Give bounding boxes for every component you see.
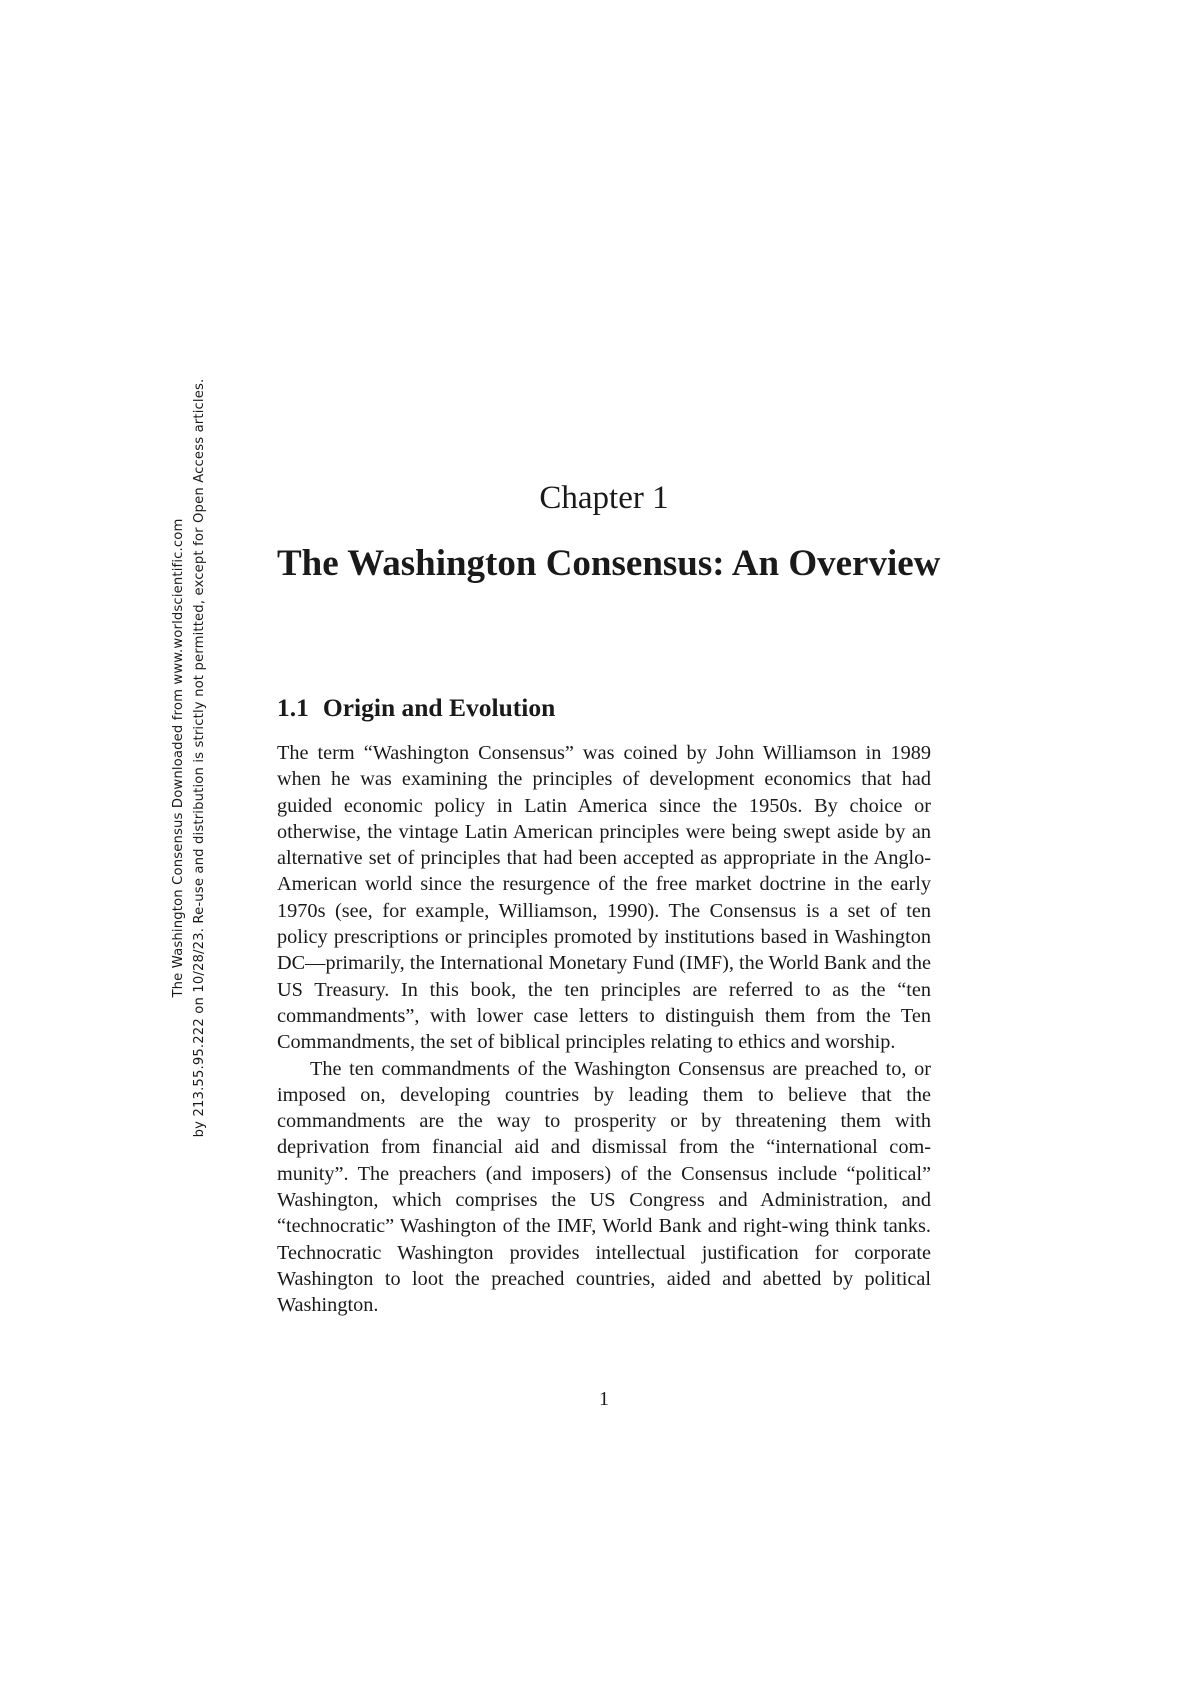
download-notice-line-2: by 213.55.95.222 on 10/28/23. Re-use and distribution is strictly not permitted, except for Open Access articles. — [192, 378, 207, 1138]
download-notice — [168, 283, 218, 1233]
page-number: 1 — [599, 1388, 609, 1410]
body-text — [277, 740, 931, 1319]
section-heading — [277, 692, 555, 724]
paragraph-2: The ten commandments of the Washington Consensus are preached to, or imposed on, developing countries by leading them to believe that the commandments are the way to prosperity or by threatening them with deprivation from financial aid and dismissal from the “international community”. The preachers (and imposers) of the Consensus include “political” Washington, which comprises the US Congress and Administration, and “technocratic” Washington of the IMF, World Bank and right-wing think tanks. Technocratic Washington provides intellectual justification for corporate Washington to loot the preached countries, aided and abetted by political Washington. — [277, 1057, 931, 1317]
section-title: Origin and Evolution — [322, 693, 556, 722]
download-notice-line-1: The Washington Consensus Downloaded from www.worldscientific.com — [171, 518, 186, 998]
chapter-label: Chapter 1 — [539, 480, 669, 516]
chapter-title: The Washington Consensus: An Overview — [277, 543, 941, 584]
paragraph-1: The term “Washington Consensus” was coined by John Williamson in 1989 when he was examining the principles of development economics that had guided economic policy in Latin America since the 1950s. By choice or otherwise, the vintage Latin American principles were being swept aside by an alternative set of principles that had been accepted as appropriate in the Anglo-American world since the resurgence of the free market doctrine in the early 1970s (see, for example, Williamson, 1990). The Consensus is a set of ten policy prescriptions or principles promoted by institutions based in Washington DC—primarily, the International Monetary Fund (IMF), the World Bank and the US Treasury. In this book, the ten principles are referred to as the “ten commandments”, with lower case letters to distinguish them from the Ten Commandments, the set of biblical principles relating to ethics and worship. — [277, 742, 931, 1054]
section-number: 1.1 — [277, 693, 309, 722]
